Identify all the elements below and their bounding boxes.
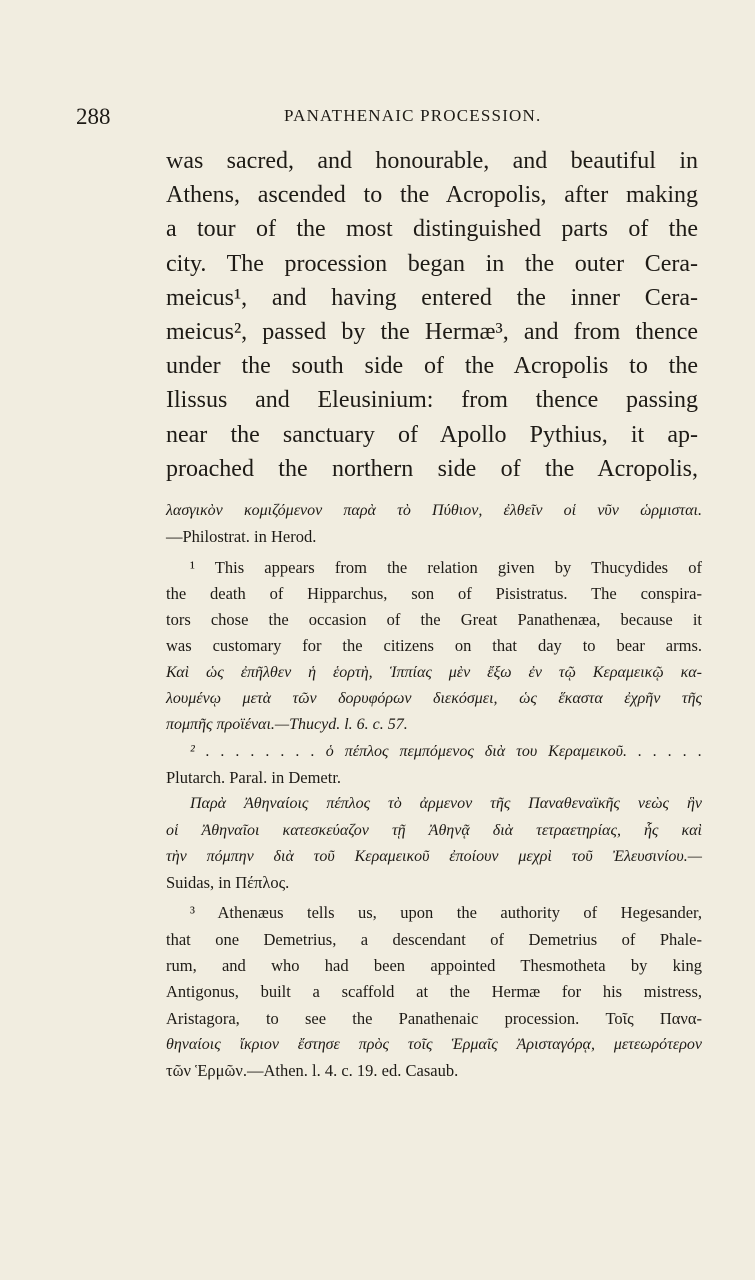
footnote-3-line: rum, and who had been appointed Thesmotheta by king <box>166 956 702 976</box>
body-line: city. The procession began in the outer Cera- <box>166 250 698 277</box>
footnote-3-line: Aristagora, to see the Panathenaic procession. Τοῖς Πανα- <box>166 1008 702 1028</box>
footnote-greek-line: Παρὰ Ἀθηναίοις πέπλος τὸ ἀρμενον τῆς Παναθεναϊκῆς νεὼς ἣν <box>190 795 702 813</box>
footnote-greek-line: τὴν πόμπην διὰ τοῦ Κεραμεικοῦ ἐποίουν μεχρὶ τοῦ Ἐλευσινίου.— <box>166 847 702 865</box>
footnote-citation: —Philostrat. in Herod. <box>166 527 317 547</box>
footnote-3-line: ³ Athenæus tells us, upon the authority of Hegesander, <box>190 903 702 923</box>
body-line: a tour of the most distinguished parts of the <box>166 216 698 243</box>
body-line: near the sanctuary of Apollo Pythius, it ap- <box>166 421 698 448</box>
footnote-citation: τῶν Ἑρμῶν.—Athen. l. 4. c. 19. ed. Casaub. <box>166 1061 459 1081</box>
footnote-1-line: tors chose the occasion of the Great Panathenæa, because it <box>166 610 702 630</box>
footnote-greek-line: Καὶ ὡς ἐπῆλθεν ἡ ἑορτὴ, Ἱππίας μὲν ἔξω ἐν τῷ Κεραμεικῷ κα- <box>166 663 702 681</box>
page-header <box>76 104 676 134</box>
footnote-greek-line: οἱ Ἀθηναῖοι κατεσκεύαζον τῇ Ἀθηνᾷ διὰ τετραετηρίας, ἧς καὶ <box>166 821 702 839</box>
body-line: Ilissus and Eleusinium: from thence passing <box>166 387 698 414</box>
running-head: PANATHENAIC PROCESSION. <box>284 106 542 125</box>
body-line: proached the northern side of the Acropolis, <box>166 455 698 482</box>
footnote-1-line: the death of Hipparchus, son of Pisistratus. The conspira- <box>166 583 702 603</box>
body-line: under the south side of the Acropolis to the <box>166 353 698 380</box>
footnote-2-line: ² . . . . . . . . ὁ πέπλος πεμπόμενος διὰ του Κεραμεικοῦ. . . . . . <box>190 742 702 760</box>
footnote-greek-line: θηναίοις ἴκριον ἔστησε πρὸς τοῖς Ἑρμαῖς Ἀρισταγόρᾳ, μετεωρότερον <box>166 1035 702 1053</box>
body-line: meicus², passed by the Hermæ³, and from thence <box>166 318 698 345</box>
footnote-citation: Plutarch. Paral. in Demetr. <box>166 767 342 787</box>
body-line: was sacred, and honourable, and beautiful in <box>166 148 698 174</box>
body-line: meicus¹, and having entered the inner Cera- <box>166 284 698 311</box>
footnote-3-line: that one Demetrius, a descendant of Demetrius of Phale- <box>166 929 702 949</box>
footnote-3-line: Antigonus, built a scaffold at the Hermæ for his mistress, <box>166 982 702 1002</box>
footnote-1-line: was customary for the citizens on that day to bear arms. <box>166 636 702 656</box>
page-number: 288 <box>76 104 111 129</box>
footnote-citation: Suidas, in Πέπλος. <box>166 873 290 893</box>
footnote-greek-line: λουμένῳ μετὰ τῶν δορυφόρων διεκόσμει, ὡς ἕκαστα ἐχρῆν τῆς <box>166 690 702 708</box>
body-text <box>166 144 698 486</box>
footnote-greek-line: λασγικὸν κομιζόμενον παρὰ τὸ Πύθιον, ἐλθεῖν οἱ νῦν ὡρμισται. <box>166 502 702 519</box>
footnote-1-line: ¹ This appears from the relation given by Thucydides of <box>190 557 702 577</box>
footnotes <box>166 498 702 1085</box>
body-line: Athens, ascended to the Acropolis, after making <box>166 182 698 209</box>
footnote-greek-line: πομπῆς προϊέναι.—Thucyd. l. 6. c. 57. <box>166 716 408 734</box>
